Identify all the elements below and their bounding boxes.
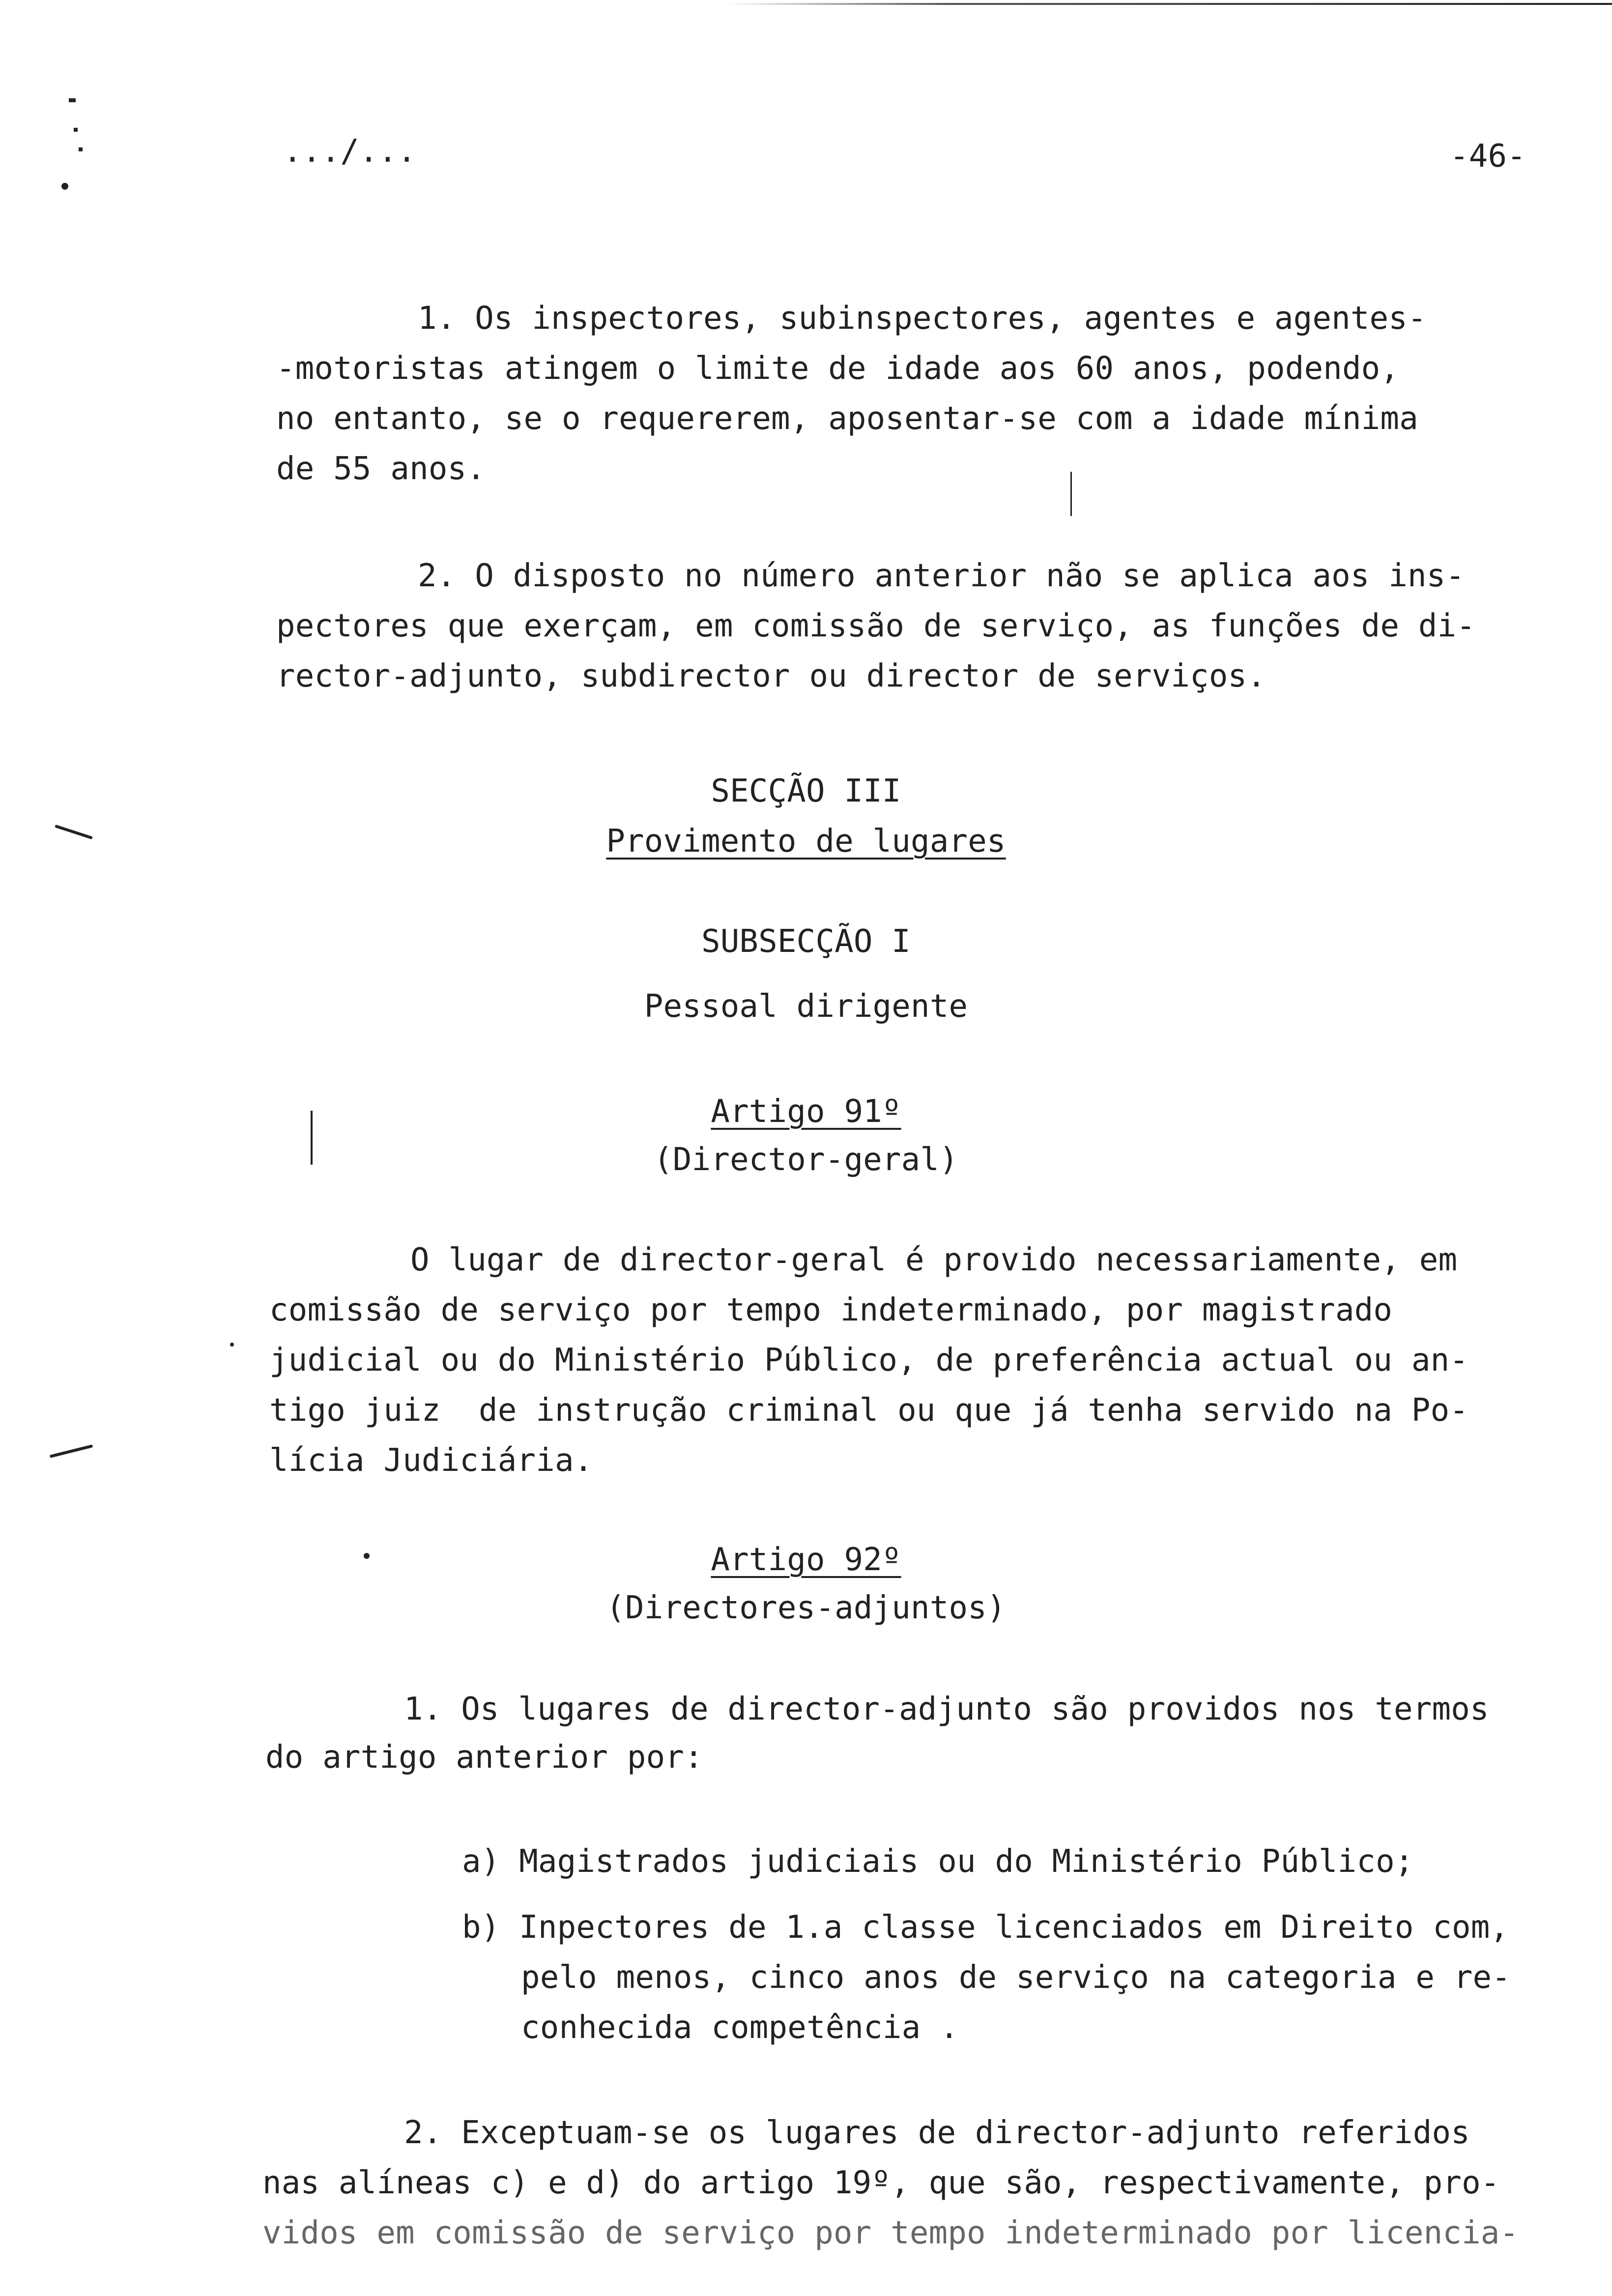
article-92-para2-line: vidos em comissão de serviço por tempo indeterminado por licencia- xyxy=(262,2215,1519,2251)
scan-mark xyxy=(61,183,68,190)
scan-mark xyxy=(1070,472,1072,516)
para2-line: rector-adjunto, subdirector ou director de serviços. xyxy=(276,658,1267,694)
scan-mark xyxy=(50,1444,93,1458)
continuation-marker: .../... xyxy=(283,133,417,170)
article-92-item-b-line: b) Inpectores de 1.a classe licenciados em Direito com, xyxy=(462,1909,1509,1946)
article-91-subtitle: (Director-geral) xyxy=(654,1142,958,1178)
scan-mark xyxy=(74,128,78,132)
article-92-para2-line: 2. Exceptuam-se os lugares de director-adjunto referidos xyxy=(404,2115,1470,2151)
scan-mark xyxy=(69,98,76,102)
scan-edge-line xyxy=(727,3,1612,5)
article-92-item-b-line: conhecida competência . xyxy=(521,2009,959,2046)
section-heading: SECÇÃO III xyxy=(711,773,901,809)
article-91-line: lícia Judiciária. xyxy=(269,1442,593,1479)
para2-line: pectores que exerçam, em comissão de serviço, as funções de di- xyxy=(276,608,1476,644)
article-92-subtitle: (Directores-adjuntos) xyxy=(606,1590,1006,1626)
article-92-para1-line: 1. Os lugares de director-adjunto são providos nos termos xyxy=(404,1691,1489,1727)
subsection-title: Pessoal dirigente xyxy=(644,988,968,1025)
article-92-heading: Artigo 92º xyxy=(711,1542,901,1578)
article-91-line: O lugar de director-geral é provido necessariamente, em xyxy=(410,1242,1458,1278)
article-92-para1-line: do artigo anterior por: xyxy=(265,1739,703,1776)
para1-line: de 55 anos. xyxy=(276,451,486,487)
scan-mark xyxy=(79,147,83,151)
article-92-para2-line: nas alíneas c) e d) do artigo 19º, que são, respectivamente, pro- xyxy=(262,2165,1500,2201)
para1-line: no entanto, se o requererem, aposentar-se com a idade mínima xyxy=(276,401,1418,437)
para1-line: -motoristas atingem o limite de idade aos 60 anos, podendo, xyxy=(276,350,1400,387)
article-91-line: judicial ou do Ministério Público, de preferência actual ou an- xyxy=(269,1342,1469,1378)
para1-line: 1. Os inspectores, subinspectores, agentes e agentes- xyxy=(418,300,1427,337)
article-91-heading: Artigo 91º xyxy=(711,1093,901,1130)
scan-mark xyxy=(230,1343,234,1347)
page-number: -46- xyxy=(1450,138,1526,174)
para2-line: 2. O disposto no número anterior não se aplica aos ins- xyxy=(418,558,1465,594)
article-91-line: tigo juiz de instrução criminal ou que já tenha servido na Po- xyxy=(269,1392,1469,1429)
article-91-line: comissão de serviço por tempo indeterminado, por magistrado xyxy=(269,1292,1393,1328)
section-title: Provimento de lugares xyxy=(606,823,1006,860)
article-92-item-a: a) Magistrados judiciais ou do Ministério Público; xyxy=(462,1843,1414,1880)
subsection-heading: SUBSECÇÃO I xyxy=(701,923,911,960)
article-92-item-b-line: pelo menos, cinco anos de serviço na categoria e re- xyxy=(521,1959,1511,1996)
